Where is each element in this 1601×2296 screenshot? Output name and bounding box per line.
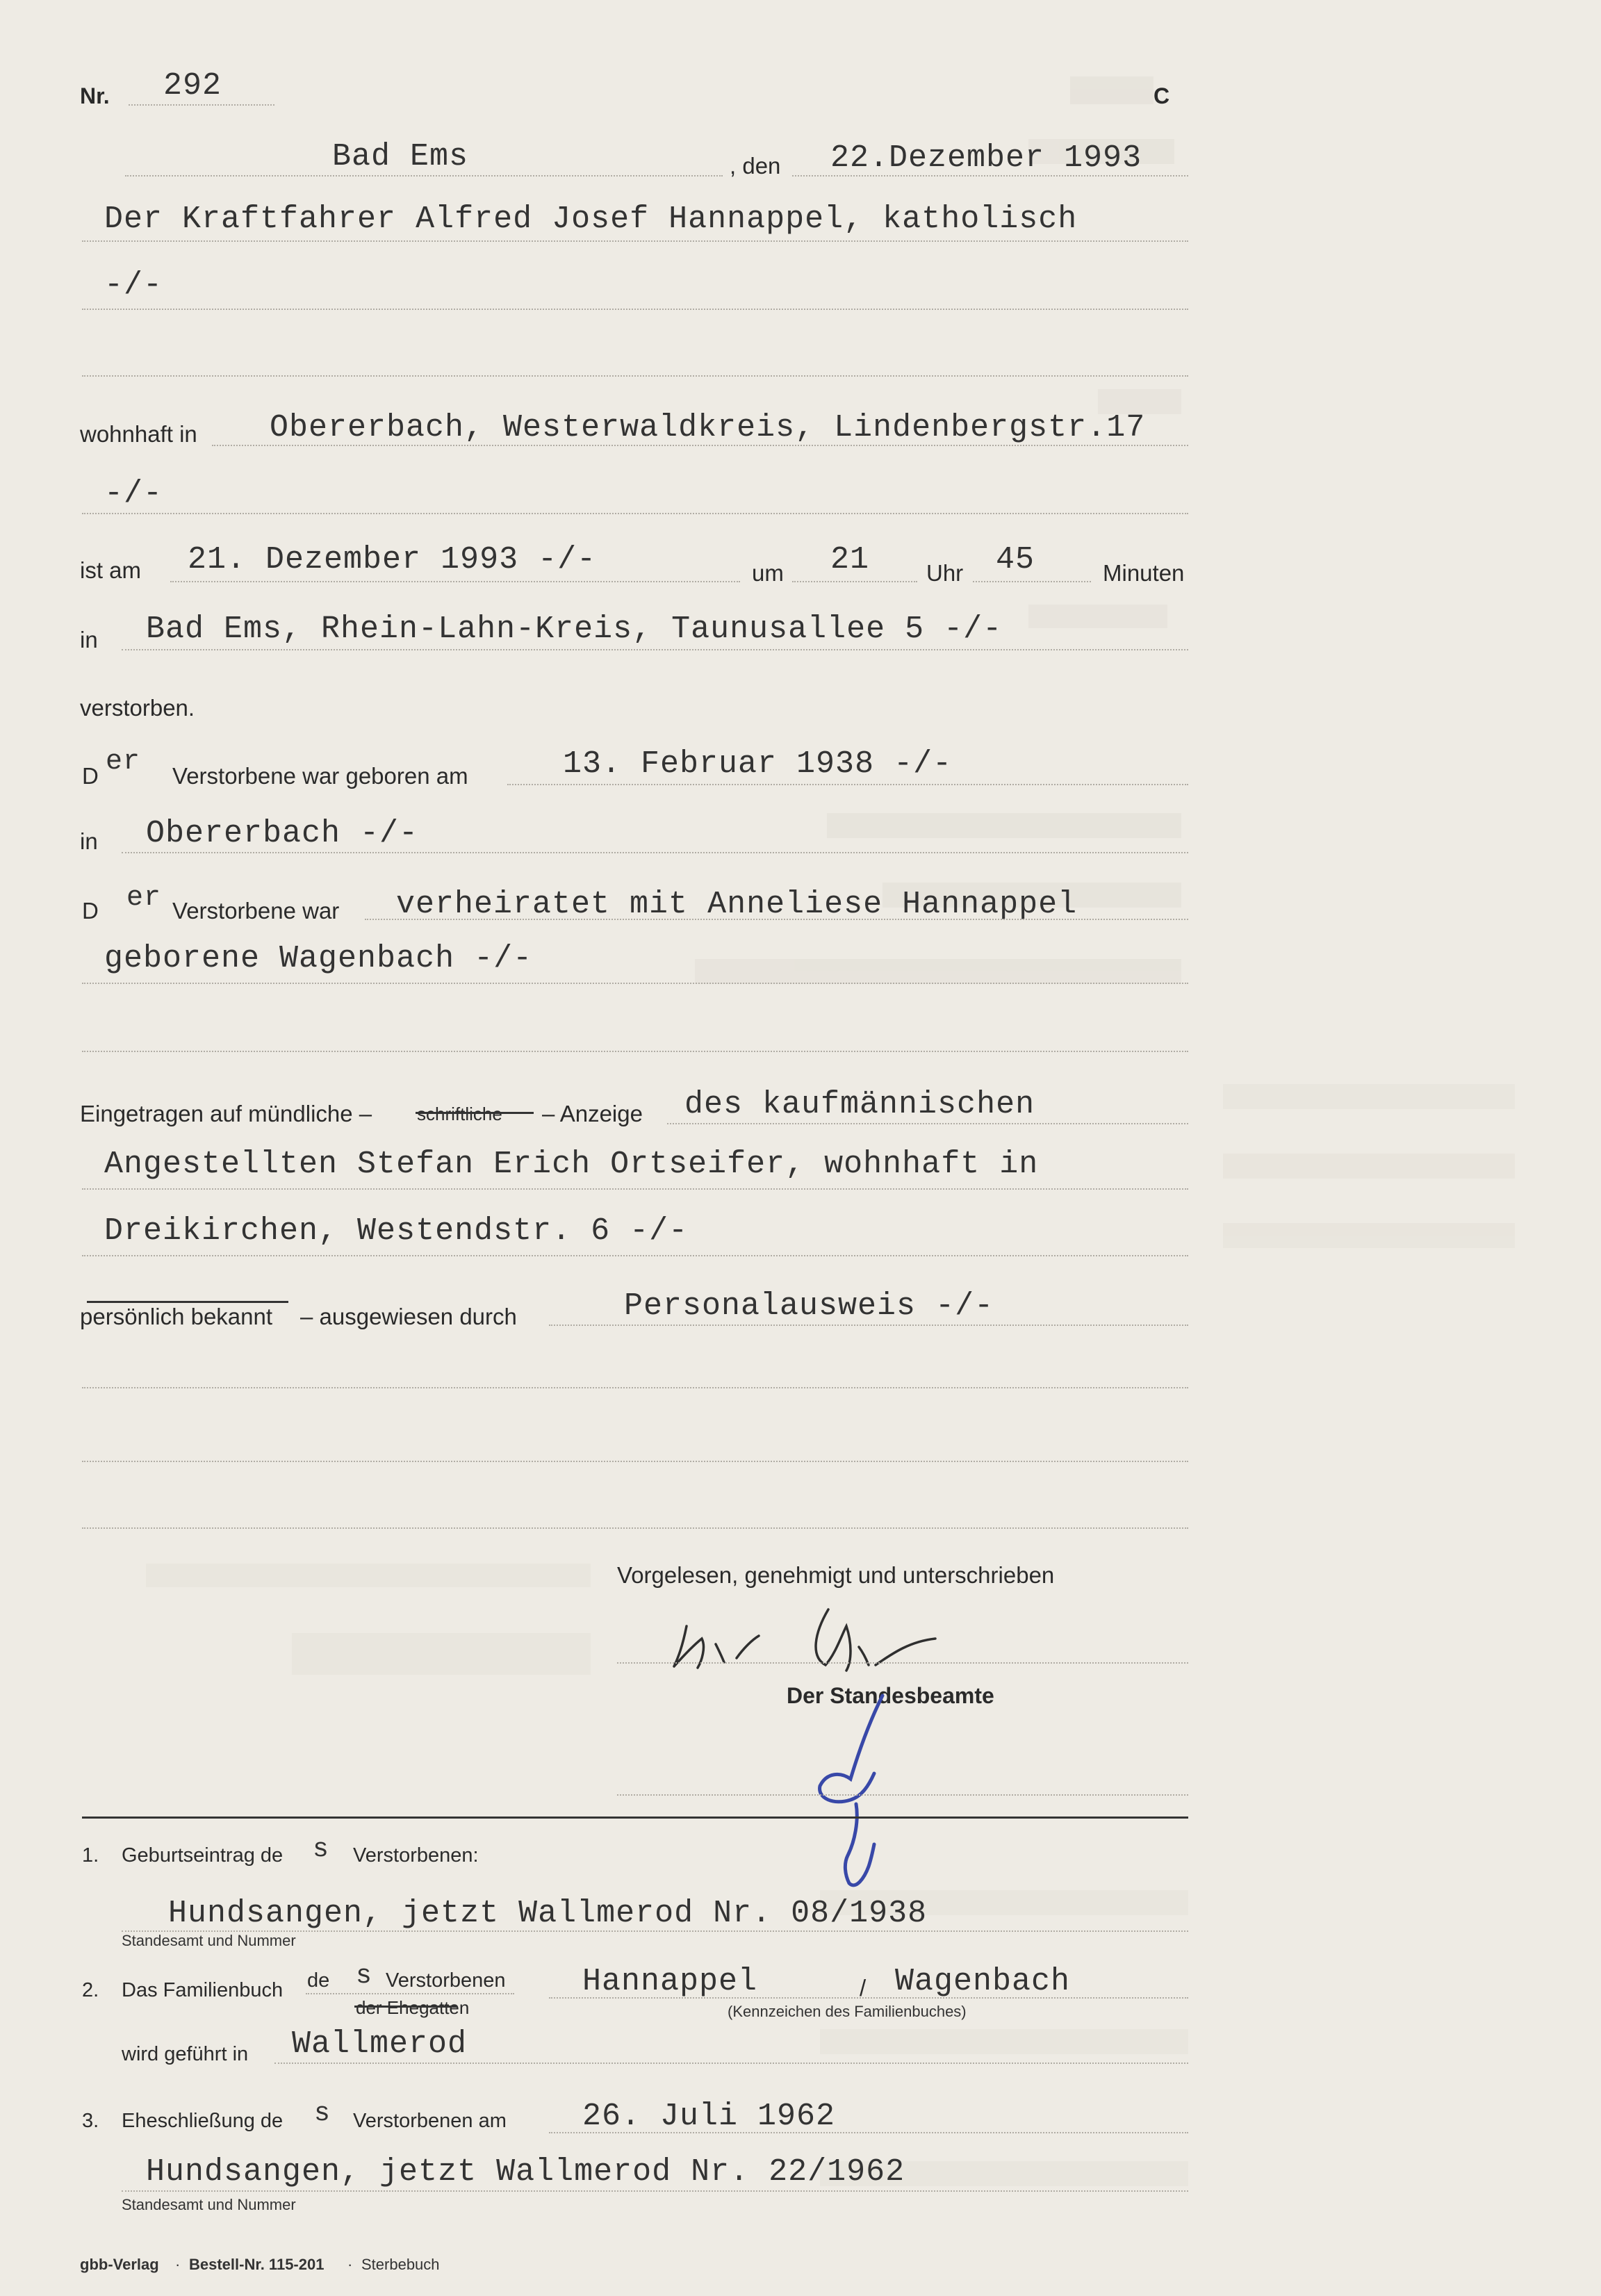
footnote-1-after: Verstorbenen:	[353, 1844, 479, 1867]
footer-separator-2: ·	[347, 2256, 353, 2273]
footnote-2-wird-label: wird geführt in	[122, 2043, 249, 2065]
footer-book-type: Sterbebuch	[361, 2256, 440, 2273]
ist-am-label: ist am	[80, 557, 142, 583]
residence-rule-2	[82, 513, 1188, 514]
read-approved-label: Vorgelesen, genehmigt und unterschrieben	[617, 1562, 1055, 1588]
registration-rule-3	[82, 1255, 1188, 1256]
identity-strike-mark	[87, 1301, 288, 1303]
footnote-1-ending: s	[313, 1835, 329, 1864]
footer-separator-1: ·	[175, 2256, 181, 2273]
marriage-line-1: verheiratet mit Anneliese Hannappel	[396, 887, 1078, 922]
identity-value: Personalausweis -/-	[624, 1288, 994, 1324]
person-line-rule-3	[82, 375, 1188, 377]
registration-label-before: Eingetragen auf mündliche –	[80, 1101, 372, 1126]
death-hour-line	[792, 581, 917, 582]
death-minutes: 45	[996, 542, 1035, 577]
footnote-1-value: Hundsangen, jetzt Wallmerod Nr. 08/1938	[168, 1896, 928, 1931]
birth-ending: er	[106, 746, 141, 778]
marriage-rule-2	[82, 983, 1188, 984]
marriage-d-label: D	[82, 898, 99, 924]
minuten-label: Minuten	[1103, 560, 1185, 586]
footnote-1-caption: Standesamt und Nummer	[122, 1932, 296, 1949]
footnote-1-number: 1.	[82, 1844, 99, 1867]
footnote-2-place-rule	[274, 2063, 1188, 2064]
footnote-2-de: de	[307, 1969, 330, 1992]
marriage-line-2: geborene Wagenbach -/-	[104, 941, 533, 976]
registration-line-2: Angestellten Stefan Erich Ortseifer, wohnhaft in	[104, 1147, 1039, 1182]
nr-label: Nr.	[80, 83, 110, 108]
footnote-2-de-rule	[306, 1993, 514, 1994]
signature-line-bottom	[617, 1794, 1188, 1796]
residence-line-2: -/-	[104, 476, 163, 511]
um-label: um	[752, 560, 784, 586]
identity-struck: persönlich bekannt	[80, 1304, 273, 1329]
footnote-1-label: Geburtseintrag de	[122, 1844, 284, 1867]
nr-value: 292	[163, 68, 222, 104]
date-value: 22.Dezember 1993	[830, 140, 1142, 176]
birth-label: Verstorbene war geboren am	[172, 763, 468, 789]
uhr-label: Uhr	[926, 560, 964, 586]
registrar-signature-blue	[792, 1682, 903, 1904]
footnote-3-date: 26. Juli 1962	[582, 2099, 836, 2134]
marriage-rule-3	[82, 1051, 1188, 1052]
footnote-2-name-1: Hannappel	[582, 1964, 758, 1999]
residence-label: wohnhaft in	[80, 421, 197, 447]
footnote-divider	[82, 1817, 1188, 1819]
footer-order-number: Bestell-Nr. 115-201	[189, 2256, 325, 2273]
death-hour: 21	[830, 542, 870, 577]
ink-signature	[667, 1598, 987, 1682]
footnote-2-place: Wallmerod	[292, 2026, 468, 2062]
footnote-3-date-rule	[549, 2132, 1188, 2133]
footnote-3-value: Hundsangen, jetzt Wallmerod Nr. 22/1962	[146, 2154, 905, 2190]
place-value: Bad Ems	[332, 139, 469, 174]
den-label: , den	[730, 153, 781, 179]
footnote-2-separator: /	[860, 1975, 867, 2001]
footnote-3-label: Eheschließung de	[122, 2110, 284, 2132]
residence-line	[212, 445, 1188, 446]
birth-place-line	[122, 852, 1188, 853]
nr-line	[129, 104, 274, 106]
date-line	[792, 175, 1188, 177]
footnote-2-number: 2.	[82, 1979, 99, 2001]
registration-label-after: – Anzeige	[542, 1101, 643, 1126]
person-line-2: -/-	[104, 268, 163, 303]
birth-place: Obererbach -/-	[146, 816, 419, 851]
footnote-2-name-rule	[549, 1997, 1188, 1999]
identity-rule	[549, 1325, 1188, 1326]
marriage-rule-1	[365, 919, 1188, 920]
place-line	[125, 175, 723, 177]
footnote-3-number: 3.	[82, 2110, 99, 2132]
death-minutes-line	[973, 581, 1091, 582]
footnote-2-name-2: Wagenbach	[895, 1964, 1071, 1999]
footnote-3-after: Verstorbenen am	[353, 2110, 507, 2132]
registration-struck-word: schriftliche	[417, 1104, 502, 1124]
registration-line-3: Dreikirchen, Westendstr. 6 -/-	[104, 1213, 689, 1249]
footer-publisher: gbb-Verlag	[80, 2256, 159, 2273]
signature-line-top	[617, 1662, 1188, 1664]
person-line-1: Der Kraftfahrer Alfred Josef Hannappel, katholisch	[104, 202, 1078, 237]
marriage-ending: er	[126, 883, 162, 914]
registrar-label: Der Standesbeamte	[787, 1683, 994, 1708]
death-in-label: in	[80, 627, 98, 653]
footnote-2-strike-mark	[354, 2006, 457, 2008]
footnote-3-rule	[122, 2190, 1188, 2192]
footnote-2-struck: der Ehegatten	[356, 1997, 470, 2018]
footnote-2-caption: (Kennzeichen des Familienbuches)	[728, 2003, 967, 2020]
registration-strike-mark	[416, 1112, 534, 1114]
footnote-3-ending: s	[314, 2099, 331, 2129]
form-letter: C	[1153, 83, 1170, 108]
blank-rule-2	[82, 1461, 1188, 1462]
footnote-2-label: Das Familienbuch	[122, 1979, 284, 2001]
residence-value: Obererbach, Westerwaldkreis, Lindenbergstr.17	[270, 410, 1146, 445]
birth-in-label: in	[80, 828, 98, 854]
blank-rule-3	[82, 1527, 1188, 1529]
death-place: Bad Ems, Rhein-Lahn-Kreis, Taunusallee 5 -/-	[146, 612, 1003, 647]
birth-date-line	[507, 784, 1188, 785]
registration-rule-1	[667, 1123, 1188, 1124]
death-date: 21. Dezember 1993 -/-	[188, 542, 597, 577]
footnote-2-after: Verstorbenen	[386, 1969, 506, 1992]
blank-rule-1	[82, 1387, 1188, 1388]
footnote-2-ending: s	[356, 1961, 372, 1991]
birth-date: 13. Februar 1938 -/-	[563, 746, 953, 782]
identity-label: – ausgewiesen durch	[300, 1304, 517, 1329]
death-date-line	[170, 581, 740, 582]
footnote-3-caption: Standesamt und Nummer	[122, 2196, 296, 2213]
birth-d-label: D	[82, 763, 99, 789]
death-place-line	[122, 649, 1188, 650]
registration-line-1: des kaufmännischen	[684, 1087, 1035, 1122]
person-line-rule-1	[82, 240, 1188, 242]
marriage-label: Verstorbene war	[172, 898, 340, 924]
person-line-rule-2	[82, 309, 1188, 310]
registration-rule-2	[82, 1188, 1188, 1190]
verstorben-label: verstorben.	[80, 695, 195, 721]
